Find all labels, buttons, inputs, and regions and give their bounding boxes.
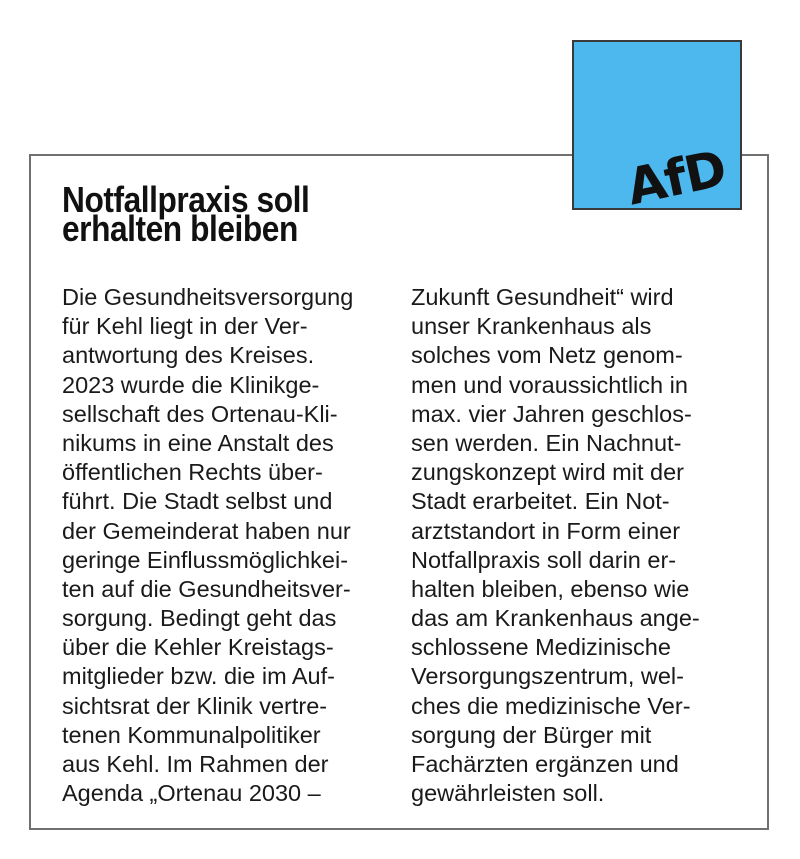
body-line: Die Gesundheitsversorgung (62, 284, 354, 310)
body-line: antwortung des Kreises. (62, 342, 315, 369)
body-line: zungskonzept wird mit der (411, 459, 684, 486)
body-line: halten bleiben, ebenso wie (411, 575, 690, 602)
body-line: führt. Die Stadt selbst und (62, 488, 333, 515)
body-line: geringe Einflussmöglichkei- (62, 546, 349, 573)
body-line: Notfallpraxis soll darin er- (411, 546, 677, 573)
article-headline (62, 176, 484, 250)
body-line: unser Krankenhaus als (411, 313, 652, 340)
body-line: men und voraussichtlich in (411, 371, 688, 398)
body-line: 2023 wurde die Klinikge- (62, 371, 320, 398)
body-line: Versorgungszentrum, wel- (411, 663, 684, 690)
body-line: gewährleisten soll. (411, 780, 605, 807)
body-line: ches die medizinische Ver- (411, 692, 691, 719)
body-line: tenen Kommunalpolitiker (62, 721, 321, 748)
body-line: der Gemeinderat haben nur (62, 517, 351, 544)
body-line: für Kehl liegt in der Ver- (62, 313, 308, 340)
body-line: Agenda „Ortenau 2030 – (62, 780, 321, 807)
body-line: sorgung. Bedingt geht das (62, 605, 337, 632)
body-line: öffentlichen Rechts über- (62, 459, 323, 486)
body-line: Zukunft Gesundheit“ wird (411, 284, 674, 310)
body-line: das am Krankenhaus ange- (411, 605, 700, 632)
body-line: Stadt erarbeitet. Ein Not- (411, 488, 670, 515)
body-line: max. vier Jahren geschlos- (411, 400, 692, 427)
body-line: sorgung der Bürger mit (411, 721, 652, 748)
headline-line: Notfallpraxis soll (62, 179, 310, 220)
body-line: aus Kehl. Im Rahmen der (62, 751, 329, 777)
logo-text: AfD (621, 139, 731, 217)
body-line: solches vom Netz genom- (411, 342, 683, 369)
body-line: mitglieder bzw. die im Auf- (62, 663, 335, 690)
body-line: über die Kehler Kreistags- (62, 634, 334, 661)
body-line: sen werden. Ein Nachnut- (411, 429, 682, 456)
body-line: ten auf die Gesundheitsver- (62, 575, 351, 602)
headline-line: erhalten bleiben (62, 208, 298, 250)
afd-logo (572, 40, 742, 217)
body-column-left (62, 283, 402, 808)
body-line: Fachärzten ergänzen und (411, 751, 679, 777)
body-line: sellschaft des Ortenau-Kli- (62, 400, 338, 427)
body-line: sichtsrat der Klinik vertre- (62, 692, 328, 719)
body-line: schlossene Medizinische (411, 634, 671, 661)
body-line: nikums in eine Anstalt des (62, 429, 334, 456)
body-column-right (411, 283, 751, 808)
body-line: arztstandort in Form einer (411, 517, 681, 544)
